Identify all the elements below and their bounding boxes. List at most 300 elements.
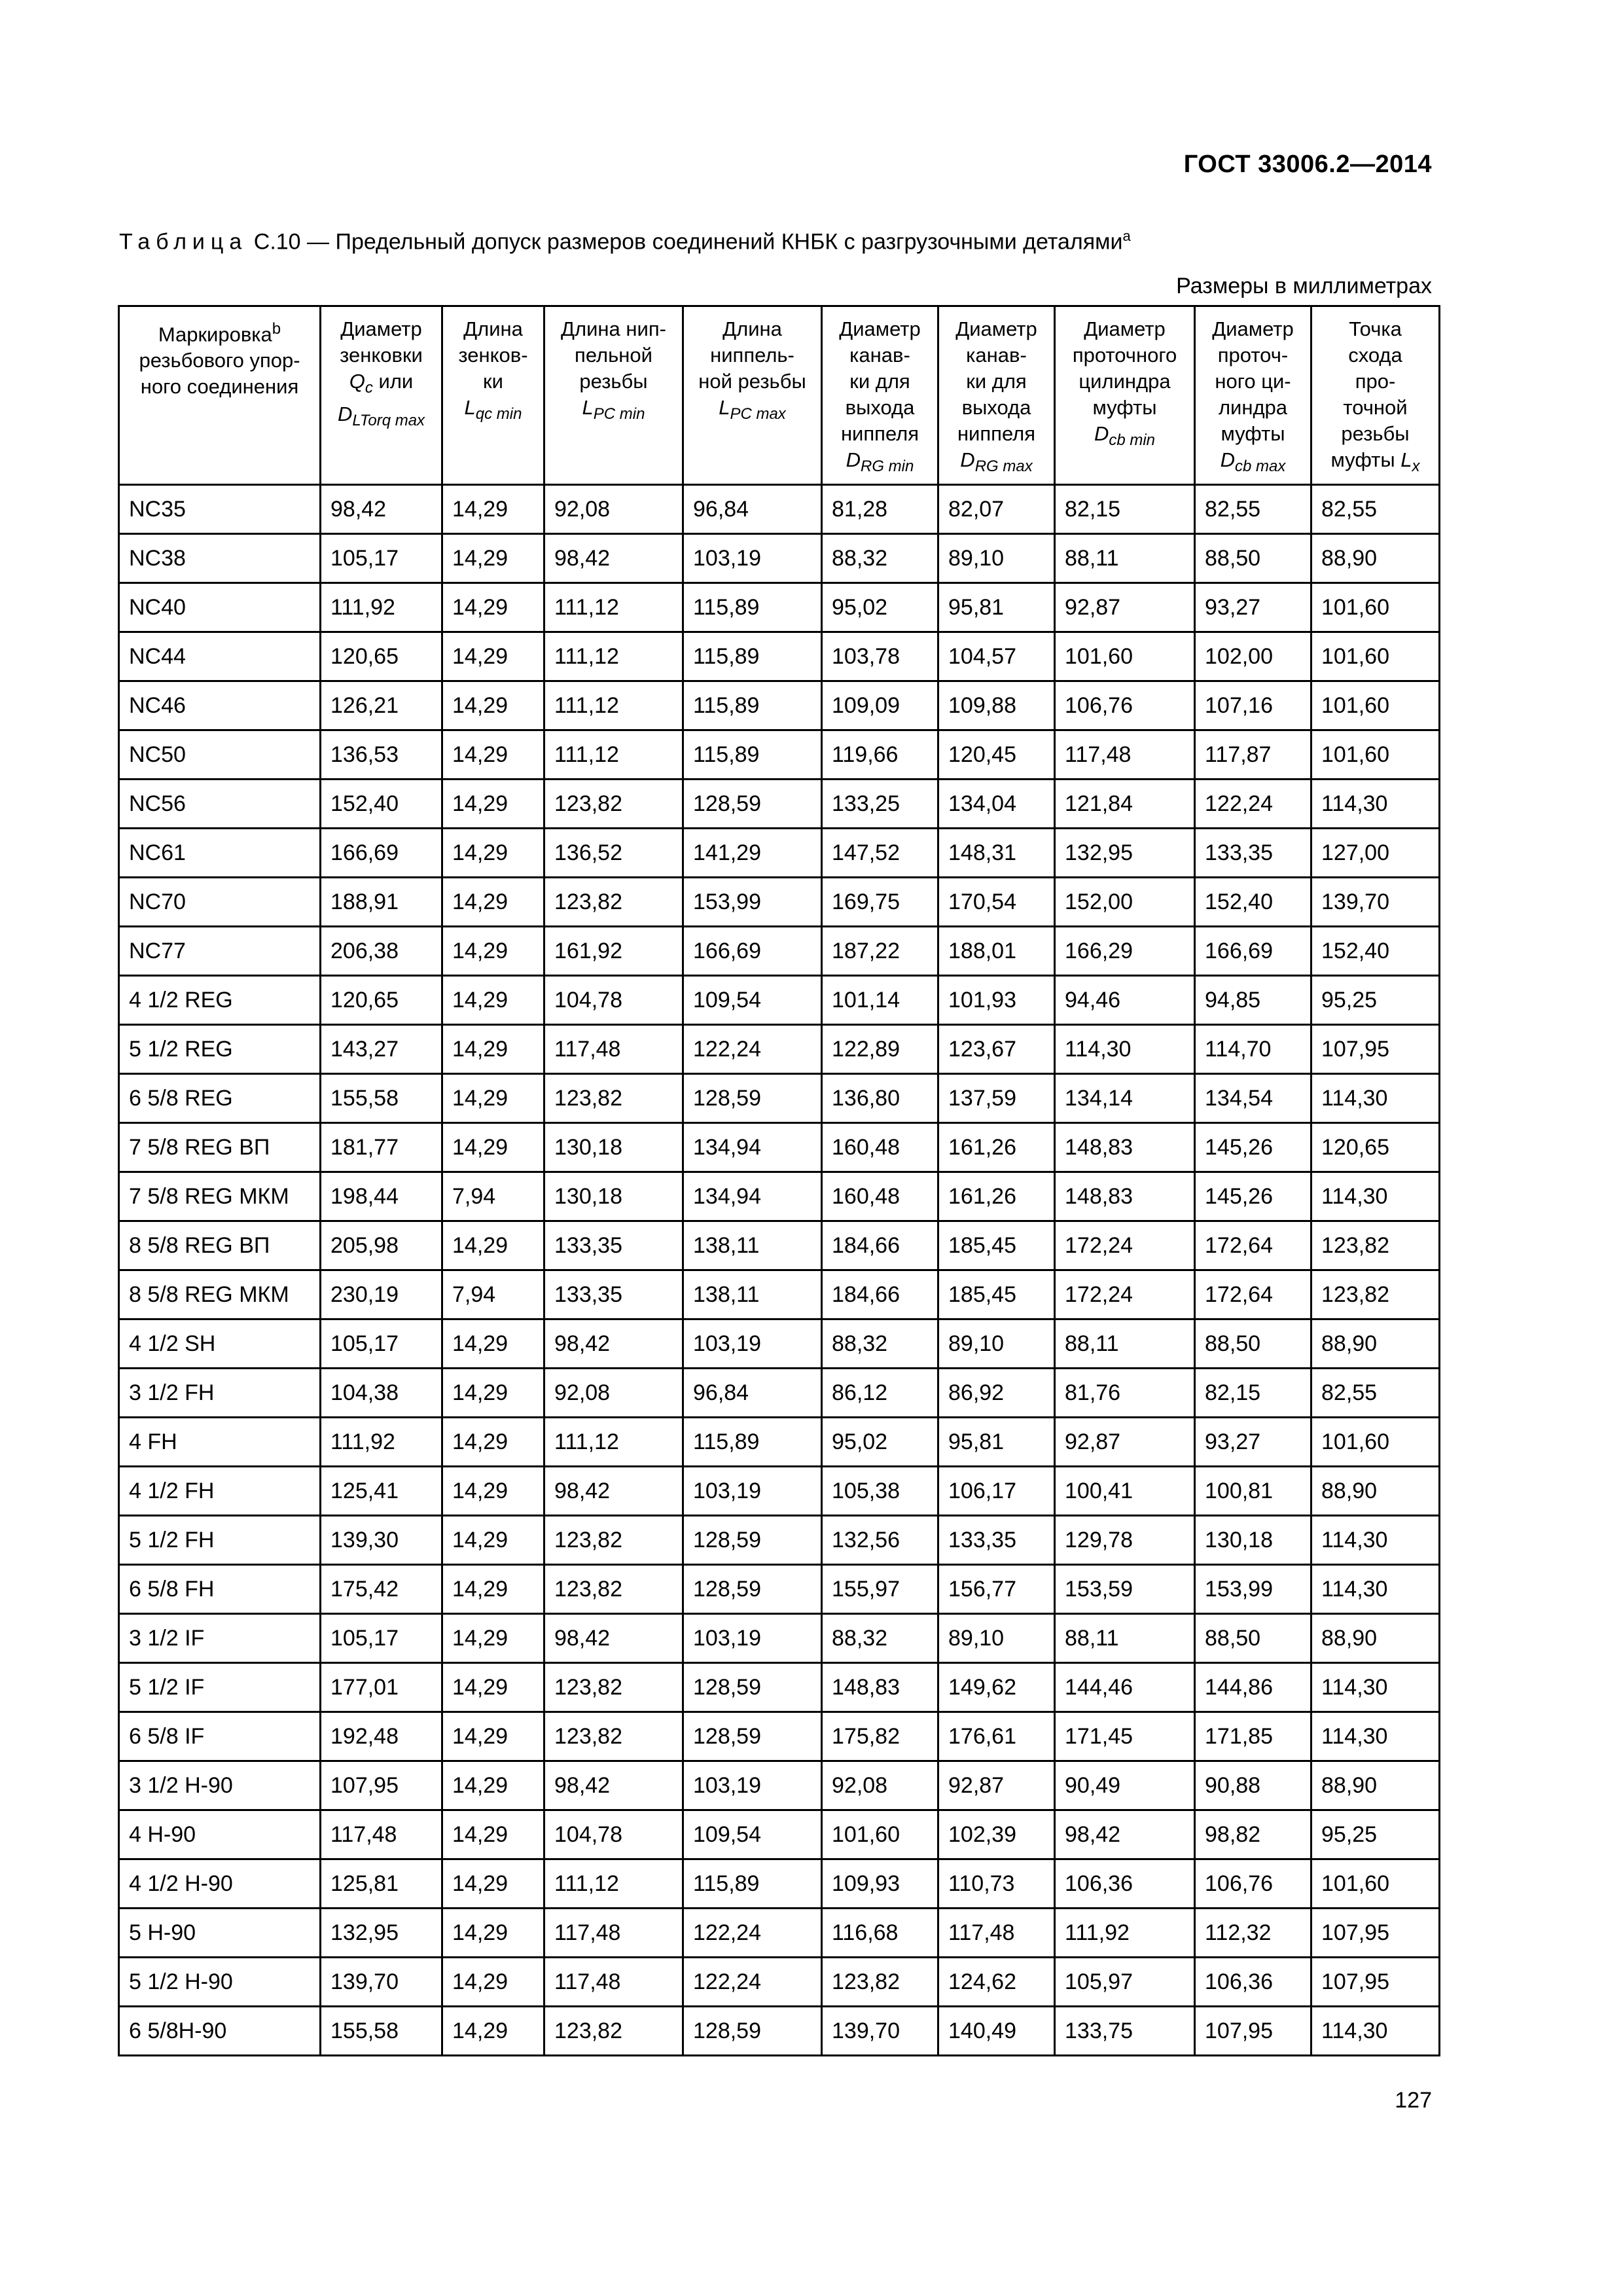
table-row — [119, 878, 1440, 927]
value-cell: 14,29 — [442, 730, 544, 780]
value-cell: 89,10 — [938, 1614, 1055, 1663]
value-cell: 123,82 — [544, 1565, 683, 1614]
connection-marking-cell: 4 1/2 H-90 — [119, 1859, 321, 1909]
value-cell: 106,76 — [1055, 681, 1195, 730]
value-cell: 102,00 — [1195, 632, 1311, 681]
value-cell: 171,85 — [1195, 1712, 1311, 1761]
table-row — [119, 534, 1440, 583]
value-cell: 88,90 — [1311, 1614, 1440, 1663]
value-cell: 155,58 — [321, 1074, 442, 1123]
value-cell: 107,95 — [1311, 1025, 1440, 1074]
col-header-relief-groove-max: Диаметр канав- ки для выхода ниппеля $D_{RG max}$ — [938, 306, 1055, 485]
value-cell: 14,29 — [442, 681, 544, 730]
value-cell: 88,32 — [822, 1614, 938, 1663]
connection-marking-cell: NC40 — [119, 583, 321, 632]
value-cell: 103,19 — [683, 534, 822, 583]
value-cell: 123,67 — [938, 1025, 1055, 1074]
value-cell: 88,50 — [1195, 1614, 1311, 1663]
table-row — [119, 583, 1440, 632]
value-cell: 128,59 — [683, 780, 822, 829]
connection-marking-cell: 6 5/8 REG — [119, 1074, 321, 1123]
value-cell: 95,02 — [822, 1418, 938, 1467]
value-cell: 160,48 — [822, 1123, 938, 1172]
dimensions-table — [118, 305, 1440, 2056]
value-cell: 104,57 — [938, 632, 1055, 681]
value-cell: 106,36 — [1195, 1958, 1311, 2007]
value-cell: 95,25 — [1311, 976, 1440, 1025]
value-cell: 137,59 — [938, 1074, 1055, 1123]
value-cell: 119,66 — [822, 730, 938, 780]
value-cell: 120,65 — [1311, 1123, 1440, 1172]
value-cell: 98,42 — [544, 534, 683, 583]
value-cell: 145,26 — [1195, 1123, 1311, 1172]
value-cell: 88,90 — [1311, 1467, 1440, 1516]
value-cell: 152,40 — [1195, 878, 1311, 927]
value-cell: 122,24 — [683, 1909, 822, 1958]
value-cell: 111,92 — [1055, 1909, 1195, 1958]
value-cell: 88,90 — [1311, 534, 1440, 583]
value-cell: 81,28 — [822, 485, 938, 534]
value-cell: 112,32 — [1195, 1909, 1311, 1958]
value-cell: 95,02 — [822, 583, 938, 632]
value-cell: 109,88 — [938, 681, 1055, 730]
value-cell: 172,64 — [1195, 1221, 1311, 1270]
value-cell: 104,78 — [544, 976, 683, 1025]
value-cell: 172,24 — [1055, 1270, 1195, 1319]
value-cell: 114,30 — [1311, 1712, 1440, 1761]
value-cell: 14,29 — [442, 1319, 544, 1369]
value-cell: 160,48 — [822, 1172, 938, 1221]
value-cell: 138,11 — [683, 1270, 822, 1319]
connection-marking-cell: 5 H-90 — [119, 1909, 321, 1958]
value-cell: 117,48 — [321, 1810, 442, 1859]
value-cell: 120,65 — [321, 976, 442, 1025]
table-row — [119, 1810, 1440, 1859]
value-cell: 93,27 — [1195, 583, 1311, 632]
value-cell: 94,46 — [1055, 976, 1195, 1025]
value-cell: 101,60 — [1311, 1418, 1440, 1467]
connection-marking-cell: NC77 — [119, 927, 321, 976]
col-header-pin-thread-length-max: Длина ниппель- ной резьбы $L_{PC max}$ — [683, 306, 822, 485]
value-cell: 127,00 — [1311, 829, 1440, 878]
connection-marking-cell: NC61 — [119, 829, 321, 878]
value-cell: 138,11 — [683, 1221, 822, 1270]
value-cell: 103,19 — [683, 1761, 822, 1810]
table-row — [119, 2007, 1440, 2056]
value-cell: 114,30 — [1311, 1565, 1440, 1614]
value-cell: 101,60 — [1311, 681, 1440, 730]
value-cell: 14,29 — [442, 1909, 544, 1958]
value-cell: 101,60 — [1055, 632, 1195, 681]
value-cell: 111,12 — [544, 583, 683, 632]
value-cell: 98,42 — [544, 1761, 683, 1810]
value-cell: 115,89 — [683, 583, 822, 632]
connection-marking-cell: 6 5/8H-90 — [119, 2007, 321, 2056]
value-cell: 139,30 — [321, 1516, 442, 1565]
value-cell: 89,10 — [938, 534, 1055, 583]
value-cell: 101,60 — [1311, 632, 1440, 681]
value-cell: 102,39 — [938, 1810, 1055, 1859]
value-cell: 14,29 — [442, 976, 544, 1025]
value-cell: 110,73 — [938, 1859, 1055, 1909]
value-cell: 128,59 — [683, 1663, 822, 1712]
table-row — [119, 1074, 1440, 1123]
value-cell: 105,17 — [321, 1319, 442, 1369]
value-cell: 101,14 — [822, 976, 938, 1025]
value-cell: 109,54 — [683, 1810, 822, 1859]
value-cell: 166,29 — [1055, 927, 1195, 976]
value-cell: 123,82 — [544, 780, 683, 829]
caption-footnote-mark: a — [1122, 228, 1131, 244]
value-cell: 172,24 — [1055, 1221, 1195, 1270]
value-cell: 176,61 — [938, 1712, 1055, 1761]
value-cell: 123,82 — [544, 2007, 683, 2056]
value-cell: 128,59 — [683, 2007, 822, 2056]
value-cell: 14,29 — [442, 1712, 544, 1761]
table-row — [119, 632, 1440, 681]
value-cell: 81,76 — [1055, 1369, 1195, 1418]
table-row — [119, 1270, 1440, 1319]
value-cell: 123,82 — [544, 1663, 683, 1712]
value-cell: 114,30 — [1311, 1074, 1440, 1123]
value-cell: 111,12 — [544, 730, 683, 780]
value-cell: 172,64 — [1195, 1270, 1311, 1319]
value-cell: 98,42 — [544, 1467, 683, 1516]
value-cell: 82,55 — [1195, 485, 1311, 534]
table-row — [119, 1663, 1440, 1712]
value-cell: 114,30 — [1311, 1663, 1440, 1712]
value-cell: 169,75 — [822, 878, 938, 927]
value-cell: 130,18 — [544, 1123, 683, 1172]
value-cell: 88,90 — [1311, 1319, 1440, 1369]
col-header-countersink-diameter: Диаметр зенковки $Q_c$ или $D_{LTorq max}$ — [321, 306, 442, 485]
value-cell: 116,68 — [822, 1909, 938, 1958]
table-row — [119, 730, 1440, 780]
value-cell: 184,66 — [822, 1270, 938, 1319]
value-cell: 115,89 — [683, 1859, 822, 1909]
connection-marking-cell: 4 1/2 SH — [119, 1319, 321, 1369]
value-cell: 101,60 — [1311, 583, 1440, 632]
value-cell: 134,04 — [938, 780, 1055, 829]
value-cell: 117,48 — [544, 1958, 683, 2007]
value-cell: 14,29 — [442, 2007, 544, 2056]
value-cell: 115,89 — [683, 730, 822, 780]
value-cell: 104,78 — [544, 1810, 683, 1859]
value-cell: 120,45 — [938, 730, 1055, 780]
value-cell: 144,46 — [1055, 1663, 1195, 1712]
value-cell: 136,52 — [544, 829, 683, 878]
value-cell: 117,48 — [938, 1909, 1055, 1958]
value-cell: 89,10 — [938, 1319, 1055, 1369]
value-cell: 144,86 — [1195, 1663, 1311, 1712]
value-cell: 86,92 — [938, 1369, 1055, 1418]
value-cell: 134,94 — [683, 1123, 822, 1172]
value-cell: 14,29 — [442, 632, 544, 681]
value-cell: 143,27 — [321, 1025, 442, 1074]
value-cell: 14,29 — [442, 1467, 544, 1516]
connection-marking-cell: 6 5/8 FH — [119, 1565, 321, 1614]
value-cell: 95,81 — [938, 1418, 1055, 1467]
value-cell: 123,82 — [544, 1516, 683, 1565]
value-cell: 140,49 — [938, 2007, 1055, 2056]
table-row — [119, 1565, 1440, 1614]
value-cell: 171,45 — [1055, 1712, 1195, 1761]
value-cell: 82,07 — [938, 485, 1055, 534]
table-row — [119, 1516, 1440, 1565]
col-header-countersink-length: Длина зенков- ки $L_{qc min}$ — [442, 306, 544, 485]
value-cell: 101,60 — [1311, 1859, 1440, 1909]
connection-marking-cell: 3 1/2 IF — [119, 1614, 321, 1663]
connection-marking-cell: 8 5/8 REG МКМ — [119, 1270, 321, 1319]
value-cell: 95,81 — [938, 583, 1055, 632]
value-cell: 115,89 — [683, 1418, 822, 1467]
value-cell: 88,11 — [1055, 1614, 1195, 1663]
value-cell: 94,85 — [1195, 976, 1311, 1025]
table-row — [119, 1614, 1440, 1663]
value-cell: 206,38 — [321, 927, 442, 976]
col-header-pin-thread-length-min: Длина нип- пельной резьбы $L_{PC min}$ — [544, 306, 683, 485]
value-cell: 88,32 — [822, 534, 938, 583]
value-cell: 14,29 — [442, 583, 544, 632]
value-cell: 105,97 — [1055, 1958, 1195, 2007]
table-row — [119, 1123, 1440, 1172]
connection-marking-cell: NC70 — [119, 878, 321, 927]
table-row — [119, 780, 1440, 829]
value-cell: 177,01 — [321, 1663, 442, 1712]
value-cell: 114,30 — [1311, 1172, 1440, 1221]
value-cell: 82,55 — [1311, 485, 1440, 534]
table-caption — [119, 228, 1131, 255]
value-cell: 107,95 — [1311, 1909, 1440, 1958]
value-cell: 106,36 — [1055, 1859, 1195, 1909]
connection-marking-cell: 3 1/2 H-90 — [119, 1761, 321, 1810]
value-cell: 149,62 — [938, 1663, 1055, 1712]
value-cell: 133,35 — [544, 1270, 683, 1319]
value-cell: 109,54 — [683, 976, 822, 1025]
connection-marking-cell: NC56 — [119, 780, 321, 829]
table-row — [119, 1958, 1440, 2007]
value-cell: 132,56 — [822, 1516, 938, 1565]
connection-marking-cell: NC38 — [119, 534, 321, 583]
value-cell: 114,70 — [1195, 1025, 1311, 1074]
page-number: 127 — [1395, 2088, 1432, 2113]
value-cell: 132,95 — [1055, 829, 1195, 878]
value-cell: 88,50 — [1195, 534, 1311, 583]
value-cell: 7,94 — [442, 1172, 544, 1221]
col-header-marking: Маркировка$^b$ резьбового упор- ного соединения — [119, 306, 321, 485]
value-cell: 107,95 — [1311, 1958, 1440, 2007]
value-cell: 161,92 — [544, 927, 683, 976]
value-cell: 117,87 — [1195, 730, 1311, 780]
value-cell: 141,29 — [683, 829, 822, 878]
value-cell: 103,19 — [683, 1467, 822, 1516]
value-cell: 134,54 — [1195, 1074, 1311, 1123]
value-cell: 114,30 — [1055, 1025, 1195, 1074]
value-cell: 14,29 — [442, 1614, 544, 1663]
value-cell: 95,25 — [1311, 1810, 1440, 1859]
table-row — [119, 1319, 1440, 1369]
value-cell: 152,40 — [1311, 927, 1440, 976]
connection-marking-cell: 4 1/2 FH — [119, 1467, 321, 1516]
value-cell: 104,38 — [321, 1369, 442, 1418]
value-cell: 90,49 — [1055, 1761, 1195, 1810]
value-cell: 192,48 — [321, 1712, 442, 1761]
value-cell: 96,84 — [683, 485, 822, 534]
value-cell: 114,30 — [1311, 1516, 1440, 1565]
table-row — [119, 976, 1440, 1025]
value-cell: 105,38 — [822, 1467, 938, 1516]
value-cell: 123,82 — [1311, 1270, 1440, 1319]
value-cell: 111,12 — [544, 681, 683, 730]
value-cell: 106,17 — [938, 1467, 1055, 1516]
connection-marking-cell: 5 1/2 REG — [119, 1025, 321, 1074]
connection-marking-cell: 4 FH — [119, 1418, 321, 1467]
value-cell: 98,42 — [1055, 1810, 1195, 1859]
table-row — [119, 1467, 1440, 1516]
value-cell: 133,35 — [1195, 829, 1311, 878]
table-row — [119, 1761, 1440, 1810]
value-cell: 133,35 — [544, 1221, 683, 1270]
col-header-boreback-diameter-min: Диаметр проточного цилиндра муфты $D_{cb min}$ — [1055, 306, 1195, 485]
value-cell: 98,42 — [544, 1614, 683, 1663]
connection-marking-cell: NC46 — [119, 681, 321, 730]
table-row — [119, 1712, 1440, 1761]
value-cell: 88,50 — [1195, 1319, 1311, 1369]
value-cell: 115,89 — [683, 681, 822, 730]
value-cell: 98,42 — [544, 1319, 683, 1369]
value-cell: 123,82 — [544, 1074, 683, 1123]
value-cell: 90,88 — [1195, 1761, 1311, 1810]
value-cell: 103,19 — [683, 1319, 822, 1369]
table-row — [119, 1909, 1440, 1958]
value-cell: 185,45 — [938, 1270, 1055, 1319]
value-cell: 14,29 — [442, 1221, 544, 1270]
value-cell: 122,24 — [683, 1025, 822, 1074]
value-cell: 120,65 — [321, 632, 442, 681]
value-cell: 152,40 — [321, 780, 442, 829]
caption-text: Предельный допуск размеров соединений КНБК с разгрузочными деталями — [335, 229, 1123, 255]
value-cell: 132,95 — [321, 1909, 442, 1958]
value-cell: 107,95 — [1195, 2007, 1311, 2056]
table-row — [119, 1172, 1440, 1221]
value-cell: 111,12 — [544, 1859, 683, 1909]
caption-number: С.10 — [253, 229, 301, 255]
value-cell: 14,29 — [442, 1025, 544, 1074]
value-cell: 92,08 — [544, 1369, 683, 1418]
value-cell: 109,09 — [822, 681, 938, 730]
value-cell: 230,19 — [321, 1270, 442, 1319]
value-cell: 14,29 — [442, 1516, 544, 1565]
connection-marking-cell: 4 1/2 REG — [119, 976, 321, 1025]
connection-marking-cell: 5 1/2 H-90 — [119, 1958, 321, 2007]
value-cell: 170,54 — [938, 878, 1055, 927]
value-cell: 14,29 — [442, 829, 544, 878]
table-row — [119, 1221, 1440, 1270]
value-cell: 136,80 — [822, 1074, 938, 1123]
table-body — [119, 485, 1440, 2056]
value-cell: 88,90 — [1311, 1761, 1440, 1810]
value-cell: 133,35 — [938, 1516, 1055, 1565]
value-cell: 134,14 — [1055, 1074, 1195, 1123]
table-row — [119, 829, 1440, 878]
value-cell: 82,15 — [1055, 485, 1195, 534]
value-cell: 107,95 — [321, 1761, 442, 1810]
value-cell: 181,77 — [321, 1123, 442, 1172]
value-cell: 109,93 — [822, 1859, 938, 1909]
value-cell: 122,24 — [1195, 780, 1311, 829]
table-row — [119, 485, 1440, 534]
value-cell: 122,89 — [822, 1025, 938, 1074]
value-cell: 148,31 — [938, 829, 1055, 878]
table-row — [119, 681, 1440, 730]
value-cell: 128,59 — [683, 1712, 822, 1761]
value-cell: 14,29 — [442, 927, 544, 976]
value-cell: 14,29 — [442, 485, 544, 534]
value-cell: 86,12 — [822, 1369, 938, 1418]
value-cell: 155,58 — [321, 2007, 442, 2056]
connection-marking-cell: 7 5/8 REG МКМ — [119, 1172, 321, 1221]
col-header-relief-groove-min: Диаметр канав- ки для выхода ниппеля $D_{RG min}$ — [822, 306, 938, 485]
value-cell: 129,78 — [1055, 1516, 1195, 1565]
value-cell: 153,99 — [1195, 1565, 1311, 1614]
value-cell: 14,29 — [442, 1418, 544, 1467]
value-cell: 148,83 — [822, 1663, 938, 1712]
value-cell: 148,83 — [1055, 1172, 1195, 1221]
connection-marking-cell: 5 1/2 IF — [119, 1663, 321, 1712]
value-cell: 114,30 — [1311, 780, 1440, 829]
standard-designation: ГОСТ 33006.2—2014 — [1183, 151, 1432, 178]
value-cell: 130,18 — [544, 1172, 683, 1221]
value-cell: 133,25 — [822, 780, 938, 829]
connection-marking-cell: NC50 — [119, 730, 321, 780]
value-cell: 198,44 — [321, 1172, 442, 1221]
value-cell: 93,27 — [1195, 1418, 1311, 1467]
value-cell: 92,87 — [1055, 583, 1195, 632]
value-cell: 111,92 — [321, 583, 442, 632]
value-cell: 188,91 — [321, 878, 442, 927]
connection-marking-cell: 5 1/2 FH — [119, 1516, 321, 1565]
value-cell: 14,29 — [442, 1859, 544, 1909]
value-cell: 148,83 — [1055, 1123, 1195, 1172]
value-cell: 123,82 — [544, 878, 683, 927]
col-header-boreback-diameter-max: Диаметр проточ- ного ци- линдра муфты $D_{cb max}$ — [1195, 306, 1311, 485]
value-cell: 92,08 — [822, 1761, 938, 1810]
value-cell: 125,81 — [321, 1859, 442, 1909]
value-cell: 117,48 — [544, 1025, 683, 1074]
value-cell: 121,84 — [1055, 780, 1195, 829]
value-cell: 101,60 — [822, 1810, 938, 1859]
value-cell: 130,18 — [1195, 1516, 1311, 1565]
value-cell: 14,29 — [442, 1369, 544, 1418]
value-cell: 88,11 — [1055, 534, 1195, 583]
value-cell: 117,48 — [544, 1909, 683, 1958]
value-cell: 14,29 — [442, 1761, 544, 1810]
table-row — [119, 927, 1440, 976]
value-cell: 153,59 — [1055, 1565, 1195, 1614]
value-cell: 105,17 — [321, 1614, 442, 1663]
value-cell: 124,62 — [938, 1958, 1055, 2007]
connection-marking-cell: NC44 — [119, 632, 321, 681]
value-cell: 166,69 — [321, 829, 442, 878]
value-cell: 123,82 — [822, 1958, 938, 2007]
value-cell: 111,12 — [544, 632, 683, 681]
value-cell: 114,30 — [1311, 2007, 1440, 2056]
value-cell: 82,15 — [1195, 1369, 1311, 1418]
value-cell: 14,29 — [442, 780, 544, 829]
value-cell: 133,75 — [1055, 2007, 1195, 2056]
value-cell: 155,97 — [822, 1565, 938, 1614]
value-cell: 14,29 — [442, 1810, 544, 1859]
